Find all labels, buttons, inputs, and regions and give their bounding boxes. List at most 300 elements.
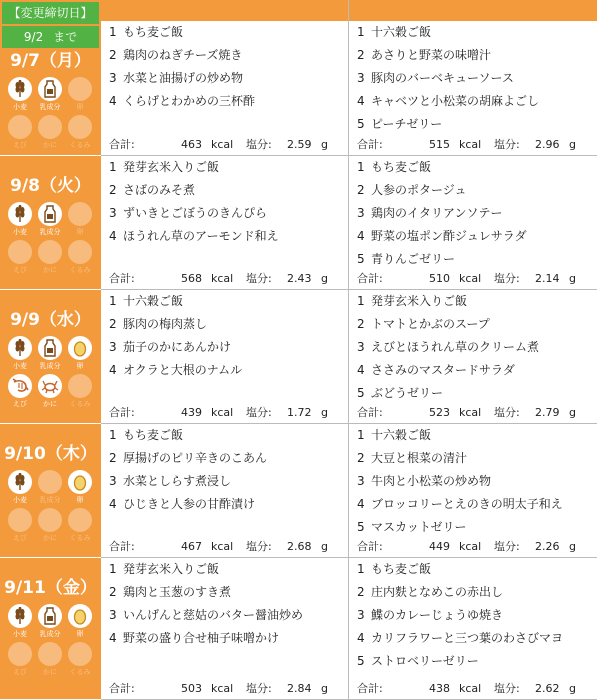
day-date: 9/10（木） <box>4 444 97 464</box>
menu-lunch <box>101 290 348 424</box>
day-cell <box>0 156 101 290</box>
menu-item-number: 4 <box>357 631 365 645</box>
allergen-label: かに <box>43 668 57 676</box>
allergen-label: 小麦 <box>13 228 27 236</box>
salt-value: 2.26 <box>535 540 560 553</box>
kcal-value: 463 <box>181 138 202 151</box>
egg-icon <box>68 336 92 360</box>
menu-item-number: 4 <box>357 229 365 243</box>
allergen-milk <box>37 202 63 237</box>
menu-dinner <box>349 156 597 290</box>
menu-item-number: 1 <box>357 160 365 174</box>
shrimp-icon <box>8 240 32 264</box>
menu-item-number: 1 <box>357 25 365 39</box>
allergen-label: くるみ <box>69 141 91 149</box>
allergen-walnut <box>67 508 93 543</box>
salt-unit: g <box>321 272 328 285</box>
menu-item-text: くらげとわかめの三杯酢 <box>123 94 256 108</box>
nutrition-summary <box>101 679 348 699</box>
allergen-label: 小麦 <box>13 362 27 370</box>
menu-item-number: 4 <box>357 94 365 108</box>
salt-label: 塩分: <box>494 272 520 285</box>
salt-value: 2.14 <box>535 272 560 285</box>
nutrition-summary <box>349 269 597 289</box>
total-label: 合計: <box>109 138 135 151</box>
menu-item-number: 4 <box>109 497 117 511</box>
allergen-wheat <box>7 336 33 371</box>
menu-item-number: 2 <box>357 183 365 197</box>
menu-item <box>357 314 490 334</box>
allergen-crab <box>37 115 63 150</box>
allergen-shrimp <box>7 508 33 543</box>
salt-value: 2.84 <box>287 682 312 695</box>
wheat-icon <box>8 202 32 226</box>
deadline-suffix: まで <box>53 30 78 44</box>
menu-item-number: 1 <box>109 160 117 174</box>
milk-icon <box>38 202 62 226</box>
allergen-shrimp <box>7 240 33 275</box>
allergen-crab <box>37 374 63 409</box>
kcal-unit: kcal <box>211 682 234 695</box>
allergen-label: かに <box>43 534 57 542</box>
walnut-icon <box>68 374 92 398</box>
shrimp-icon <box>8 508 32 532</box>
menu-item <box>357 559 431 579</box>
allergen-milk <box>37 336 63 371</box>
menu-item-text: ピーチゼリー <box>371 117 443 131</box>
walnut-icon <box>68 642 92 666</box>
menu-item-number: 5 <box>357 386 365 400</box>
allergen-label: 小麦 <box>13 103 27 111</box>
menu-item-text: カリフラワーと三つ葉のわさびマヨ <box>371 631 564 645</box>
salt-label: 塩分: <box>246 138 272 151</box>
menu-item-number: 4 <box>357 497 365 511</box>
menu-item <box>109 582 231 602</box>
menu-dinner <box>349 290 597 424</box>
menu-item-number: 2 <box>357 451 365 465</box>
deadline-label: 【変更締切日】 <box>2 2 99 24</box>
header-lunch-column <box>101 0 348 21</box>
menu-item <box>357 651 479 671</box>
allergen-label: 乳成分 <box>39 362 61 370</box>
day-cell <box>0 0 101 156</box>
menu-item-number: 1 <box>109 428 117 442</box>
menu-item <box>109 360 242 380</box>
menu-item <box>109 628 279 648</box>
kcal-value: 503 <box>181 682 202 695</box>
allergen-shrimp <box>7 115 33 150</box>
menu-item-text: 豚肉のバーベキューソース <box>371 71 514 85</box>
menu-item <box>357 448 467 468</box>
menu-item-number: 2 <box>357 585 365 599</box>
allergen-label: 乳成分 <box>39 630 61 638</box>
kcal-value: 568 <box>181 272 202 285</box>
allergen-wheat <box>7 202 33 237</box>
menu-item <box>357 249 455 269</box>
menu-item <box>109 337 231 357</box>
day-cell <box>0 290 101 424</box>
menu-item-number: 4 <box>109 94 117 108</box>
menu-item <box>357 226 527 246</box>
menu-item-number: 3 <box>357 340 365 354</box>
milk-icon <box>38 604 62 628</box>
menu-item-text: もち麦ご飯 <box>123 428 184 442</box>
kcal-value: 449 <box>429 540 450 553</box>
allergen-label: くるみ <box>69 400 91 408</box>
menu-item-text: 人参のポタージュ <box>371 183 467 197</box>
menu-item-number: 1 <box>109 562 117 576</box>
kcal-unit: kcal <box>459 138 482 151</box>
nutrition-summary <box>349 403 597 423</box>
menu-item-number: 5 <box>357 117 365 131</box>
menu-item <box>357 628 563 648</box>
menu-item-text: もち麦ご飯 <box>371 562 432 576</box>
salt-value: 2.62 <box>535 682 560 695</box>
menu-item-text: さばのみそ煮 <box>123 183 196 197</box>
salt-unit: g <box>321 138 328 151</box>
allergen-crab <box>37 240 63 275</box>
day-date: 9/8（火） <box>10 176 91 196</box>
menu-item-text: 水菜と油揚げの炒め物 <box>123 71 244 85</box>
menu-item-number: 2 <box>357 48 365 62</box>
menu-item-text: 鰈のカレーじょうゆ焼き <box>371 608 504 622</box>
menu-item-number: 3 <box>109 71 117 85</box>
menu-item-number: 1 <box>357 562 365 576</box>
allergen-label: 卵 <box>76 103 84 111</box>
salt-label: 塩分: <box>494 540 520 553</box>
menu-item-text: 鶏肉と玉葱のすき煮 <box>123 585 232 599</box>
kcal-value: 523 <box>429 406 450 419</box>
total-label: 合計: <box>109 682 135 695</box>
allergen-label: えび <box>13 266 27 274</box>
menu-item-number: 3 <box>109 206 117 220</box>
salt-unit: g <box>321 406 328 419</box>
allergen-label: くるみ <box>69 668 91 676</box>
total-label: 合計: <box>357 138 383 151</box>
allergen-walnut <box>67 642 93 677</box>
total-label: 合計: <box>357 540 383 553</box>
walnut-icon <box>68 115 92 139</box>
menu-item-text: あさりと野菜の味噌汁 <box>371 48 492 62</box>
salt-unit: g <box>569 682 576 695</box>
menu-item-number: 3 <box>109 474 117 488</box>
menu-item-number: 5 <box>357 654 365 668</box>
menu-item <box>109 559 219 579</box>
menu-lunch <box>101 424 348 558</box>
header-dinner-column <box>349 0 597 21</box>
menu-item-number: 1 <box>109 25 117 39</box>
menu-lunch <box>101 558 348 700</box>
menu-item-text: もち麦ご飯 <box>123 25 184 39</box>
menu-item <box>109 22 183 42</box>
menu-item <box>357 337 539 357</box>
nutrition-summary <box>349 135 597 155</box>
kcal-unit: kcal <box>211 272 234 285</box>
total-label: 合計: <box>109 540 135 553</box>
wheat-icon <box>8 77 32 101</box>
menu-item <box>357 471 491 491</box>
menu-item-number: 3 <box>109 608 117 622</box>
menu-item <box>357 291 467 311</box>
egg-icon <box>68 77 92 101</box>
menu-item-text: マスカットゼリー <box>371 520 467 534</box>
allergen-milk <box>37 604 63 639</box>
kcal-unit: kcal <box>211 138 234 151</box>
menu-item-number: 3 <box>357 71 365 85</box>
kcal-unit: kcal <box>211 406 234 419</box>
menu-item-text: 野菜の塩ポン酢ジュレサラダ <box>371 229 527 243</box>
day-date: 9/7（月） <box>10 51 91 71</box>
salt-unit: g <box>569 540 576 553</box>
salt-value: 2.79 <box>535 406 560 419</box>
menu-item-text: 発芽玄米入りご飯 <box>123 562 220 576</box>
allergen-milk <box>37 77 63 112</box>
menu-item-number: 5 <box>357 252 365 266</box>
crab-icon <box>38 115 62 139</box>
menu-item-text: 鶏肉のねぎチーズ焼き <box>123 48 243 62</box>
menu-dinner <box>349 558 597 700</box>
menu-item-text: 庄内麩となめこの赤出し <box>371 585 504 599</box>
allergen-walnut <box>67 240 93 275</box>
allergen-crab <box>37 642 63 677</box>
allergen-label: かに <box>43 266 57 274</box>
allergen-label: えび <box>13 141 27 149</box>
menu-item-text: トマトとかぶのスープ <box>371 317 490 331</box>
allergen-label: かに <box>43 141 57 149</box>
nutrition-summary <box>101 403 348 423</box>
allergen-label: 小麦 <box>13 496 27 504</box>
kcal-value: 515 <box>429 138 450 151</box>
menu-item-number: 3 <box>109 340 117 354</box>
allergen-label: 小麦 <box>13 630 27 638</box>
crab-icon <box>38 240 62 264</box>
menu-item-number: 2 <box>109 48 117 62</box>
menu-item-number: 2 <box>357 317 365 331</box>
salt-value: 1.72 <box>287 406 312 419</box>
shrimp-icon <box>8 374 32 398</box>
menu-item <box>357 68 514 88</box>
menu-item-text: 青りんごゼリー <box>371 252 456 266</box>
allergen-label: かに <box>43 400 57 408</box>
deadline-date-value: 9/2 <box>23 30 44 44</box>
walnut-icon <box>68 508 92 532</box>
menu-item-text: 十六穀ご飯 <box>123 294 184 308</box>
milk-icon <box>38 336 62 360</box>
menu-item <box>357 425 431 445</box>
menu-dinner <box>349 424 597 558</box>
menu-item-text: オクラと大根のナムル <box>123 363 243 377</box>
allergen-walnut <box>67 374 93 409</box>
menu-item-number: 3 <box>357 474 365 488</box>
menu-item-text: 牛肉と小松菜の炒め物 <box>371 474 492 488</box>
menu-item <box>357 91 539 111</box>
menu-item-text: ずいきとごぼうのきんぴら <box>123 206 268 220</box>
menu-item-text: 十六穀ご飯 <box>371 428 432 442</box>
menu-item <box>109 494 255 514</box>
menu-item-number: 4 <box>109 631 117 645</box>
egg-icon <box>68 202 92 226</box>
allergen-label: 乳成分 <box>39 496 61 504</box>
menu-item-number: 4 <box>357 363 365 377</box>
nutrition-summary <box>101 135 348 155</box>
allergen-egg <box>67 336 93 371</box>
menu-item-text: ブロッコリーとえのきの明太子和え <box>371 497 563 511</box>
menu-item-number: 2 <box>109 317 117 331</box>
shrimp-icon <box>8 642 32 666</box>
menu-item <box>109 180 195 200</box>
allergen-label: くるみ <box>69 266 91 274</box>
nutrition-summary <box>349 679 597 699</box>
allergen-label: えび <box>13 534 27 542</box>
kcal-unit: kcal <box>211 540 234 553</box>
menu-item <box>109 605 303 625</box>
crab-icon <box>38 642 62 666</box>
crab-icon <box>38 508 62 532</box>
kcal-value: 467 <box>181 540 202 553</box>
wheat-icon <box>8 336 32 360</box>
menu-item-text: もち麦ご飯 <box>371 160 432 174</box>
salt-value: 2.59 <box>287 138 312 151</box>
menu-item-text: ほうれん草のアーモンド和え <box>123 229 279 243</box>
menu-item <box>357 203 503 223</box>
date-column <box>0 0 101 700</box>
kcal-value: 438 <box>429 682 450 695</box>
menu-item-number: 3 <box>357 608 365 622</box>
menu-item-text: ぶどうゼリー <box>371 386 444 400</box>
menu-item <box>109 291 183 311</box>
menu-item-text: いんげんと慈姑のバター醤油炒め <box>123 608 304 622</box>
menu-item-number: 3 <box>357 206 365 220</box>
menu-item <box>357 517 467 537</box>
day-date: 9/11（金） <box>4 578 97 598</box>
salt-label: 塩分: <box>494 682 520 695</box>
allergen-label: 卵 <box>76 630 84 638</box>
menu-item-text: ひじきと人参の甘酢漬け <box>123 497 256 511</box>
menu-item-text: 茄子のかにあんかけ <box>123 340 232 354</box>
salt-unit: g <box>321 682 328 695</box>
allergen-label: えび <box>13 668 27 676</box>
nutrition-summary <box>101 537 348 557</box>
menu-item-text: 厚揚げのピリ辛きのこあん <box>123 451 268 465</box>
salt-value: 2.96 <box>535 138 560 151</box>
salt-unit: g <box>569 138 576 151</box>
menu-item <box>357 494 563 514</box>
allergen-egg <box>67 470 93 505</box>
wheat-icon <box>8 604 32 628</box>
menu-item-number: 1 <box>357 428 365 442</box>
menu-item <box>357 360 515 380</box>
shrimp-icon <box>8 115 32 139</box>
menu-item-text: キャベツと小松菜の胡麻よごし <box>371 94 540 108</box>
allergen-milk <box>37 470 63 505</box>
allergen-wheat <box>7 604 33 639</box>
menu-item-number: 2 <box>109 451 117 465</box>
menu-item-number: 5 <box>357 520 365 534</box>
menu-item <box>109 226 279 246</box>
menu-item-number: 1 <box>109 294 117 308</box>
total-label: 合計: <box>109 406 135 419</box>
allergen-egg <box>67 202 93 237</box>
menu-item-text: 発芽玄米入りご飯 <box>371 294 468 308</box>
kcal-unit: kcal <box>459 682 482 695</box>
nutrition-summary <box>101 269 348 289</box>
menu-item <box>109 203 267 223</box>
menu-item-number: 2 <box>109 183 117 197</box>
allergen-label: くるみ <box>69 534 91 542</box>
milk-icon <box>38 470 62 494</box>
menu-dinner <box>349 21 597 156</box>
nutrition-summary <box>349 537 597 557</box>
menu-item-text: 大豆と根菜の清汁 <box>371 451 468 465</box>
allergen-label: 卵 <box>76 228 84 236</box>
menu-item <box>109 68 243 88</box>
menu-item-text: えびとほうれん草のクリーム煮 <box>371 340 540 354</box>
total-label: 合計: <box>357 682 383 695</box>
total-label: 合計: <box>357 272 383 285</box>
menu-item-text: 野菜の盛り合せ柚子味噌かけ <box>123 631 280 645</box>
salt-value: 2.68 <box>287 540 312 553</box>
menu-lunch <box>101 156 348 290</box>
menu-item-text: 鶏肉のイタリアンソテー <box>371 206 503 220</box>
menu-item-text: 水菜としらす煮浸し <box>123 474 232 488</box>
menu-item <box>109 45 242 65</box>
menu-item <box>357 22 431 42</box>
salt-unit: g <box>569 272 576 285</box>
allergen-walnut <box>67 115 93 150</box>
menu-item-text: ストロベリーゼリー <box>371 654 479 668</box>
allergen-crab <box>37 508 63 543</box>
menu-item <box>357 157 431 177</box>
allergen-egg <box>67 604 93 639</box>
kcal-unit: kcal <box>459 272 482 285</box>
menu-item <box>109 91 255 111</box>
day-date: 9/9（水） <box>10 310 91 330</box>
salt-label: 塩分: <box>494 138 520 151</box>
menu-item-text: ささみのマスタードサラダ <box>371 363 515 377</box>
allergen-shrimp <box>7 642 33 677</box>
menu-item <box>357 45 491 65</box>
allergen-wheat <box>7 470 33 505</box>
kcal-unit: kcal <box>459 406 482 419</box>
kcal-unit: kcal <box>459 540 482 553</box>
salt-label: 塩分: <box>246 540 272 553</box>
menu-item <box>109 157 219 177</box>
menu-item-number: 1 <box>357 294 365 308</box>
total-label: 合計: <box>357 406 383 419</box>
salt-unit: g <box>321 540 328 553</box>
allergen-shrimp <box>7 374 33 409</box>
menu-item <box>109 314 207 334</box>
day-cell <box>0 424 101 558</box>
menu-item <box>357 383 443 403</box>
menu-item-text: 十六穀ご飯 <box>371 25 432 39</box>
allergen-label: 乳成分 <box>39 228 61 236</box>
allergen-label: えび <box>13 400 27 408</box>
menu-item-text: 発芽玄米入りご飯 <box>123 160 220 174</box>
menu-item <box>109 448 267 468</box>
milk-icon <box>38 77 62 101</box>
wheat-icon <box>8 470 32 494</box>
salt-unit: g <box>569 406 576 419</box>
egg-icon <box>68 604 92 628</box>
kcal-value: 510 <box>429 272 450 285</box>
menu-item-number: 4 <box>109 229 117 243</box>
total-label: 合計: <box>109 272 135 285</box>
menu-item-number: 2 <box>109 585 117 599</box>
menu-item <box>357 114 442 134</box>
salt-value: 2.43 <box>287 272 312 285</box>
allergen-egg <box>67 77 93 112</box>
